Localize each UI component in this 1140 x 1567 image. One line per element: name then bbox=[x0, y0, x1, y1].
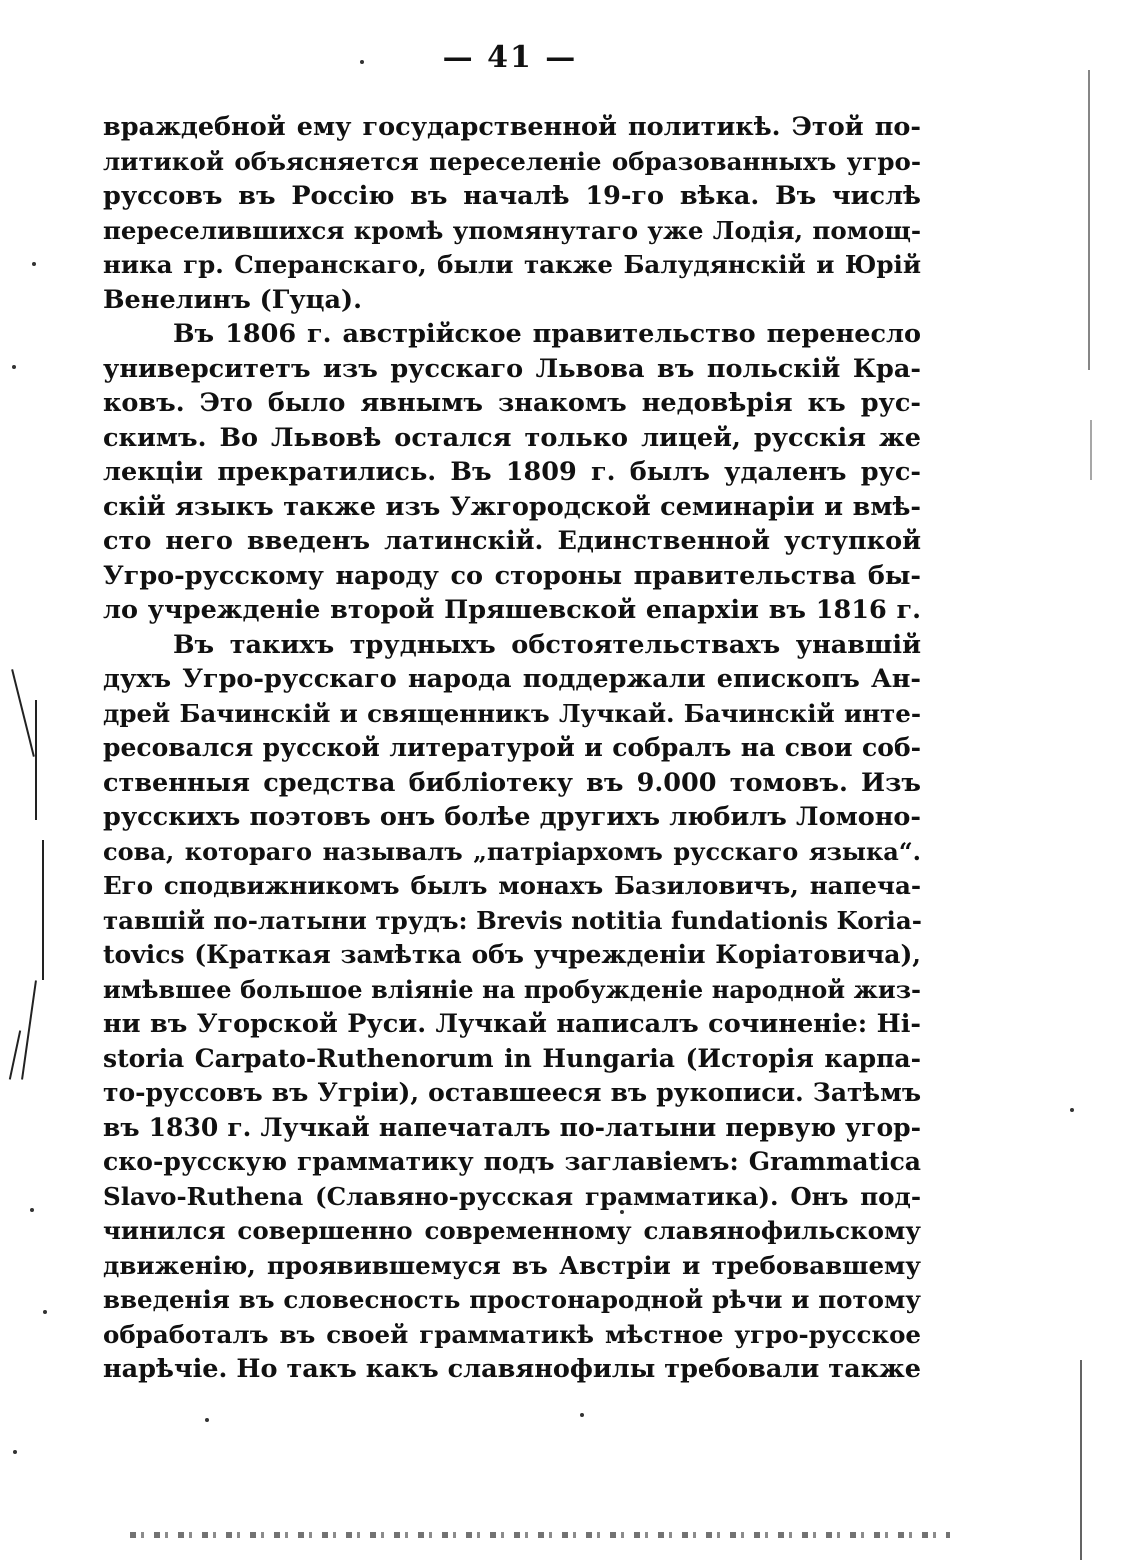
binding-mark bbox=[42, 840, 44, 980]
binding-mark bbox=[11, 669, 35, 757]
text-line: Въ такихъ трудныхъ обстоятельствахъ унавшій bbox=[173, 629, 921, 660]
text-line: сова, котораго называлъ „патріархомъ русскаго языка“. bbox=[103, 836, 921, 866]
text-line: въ 1830 г. Лучкай напечаталъ по-латыни первую угор- bbox=[103, 1112, 921, 1142]
text-line: нарѣчіе. Но такъ какъ славянофилы требовали также bbox=[103, 1354, 921, 1384]
binding-mark bbox=[9, 1030, 21, 1079]
text-line: лекціи прекратились. Въ 1809 г. былъ удаленъ рус- bbox=[103, 457, 921, 487]
text-line: ковъ. Это было явнымъ знакомъ недовѣрія къ рус- bbox=[103, 388, 921, 418]
binding-mark bbox=[35, 700, 37, 820]
text-line: ско-русскую грамматику подъ заглавіемъ: Grammatica bbox=[103, 1147, 921, 1176]
speck bbox=[32, 262, 36, 266]
speck bbox=[205, 1418, 209, 1422]
text-line: ни въ Угорской Руси. Лучкай написалъ сочиненіе: Hi- bbox=[103, 1009, 921, 1039]
speck bbox=[360, 60, 364, 64]
scan-noise bbox=[130, 1532, 950, 1538]
text-line: враждебной ему государственной политикѣ. Этой по- bbox=[103, 112, 921, 142]
speck bbox=[620, 1210, 624, 1214]
text-line: переселившихся кромѣ упомянутаго уже Лодія, помощ- bbox=[103, 215, 921, 245]
text-line: введенія въ словесность простонародной рѣчи и потому bbox=[103, 1285, 921, 1314]
text-line: Его сподвижникомъ былъ монахъ Базиловичъ, напеча- bbox=[103, 871, 921, 900]
speck bbox=[43, 1310, 47, 1314]
text-line: тавшій по-латыни трудъ: Brevis notitia fundationis Koria- bbox=[103, 905, 922, 935]
text-line: tovics (Краткая замѣтка объ учрежденіи Коріатовича), bbox=[103, 940, 921, 969]
speck bbox=[30, 1208, 34, 1212]
text-line: Въ 1806 г. австрійское правительство перенесло bbox=[173, 319, 921, 349]
speck bbox=[1070, 1108, 1074, 1112]
text-line: Венелинъ (Гуца). bbox=[103, 284, 362, 315]
text-line: ло учрежденіе второй Пряшевской епархіи въ 1816 г. bbox=[103, 595, 921, 625]
text-line: Угро-русскому народу со стороны правительства бы- bbox=[103, 560, 921, 591]
binding-mark bbox=[21, 980, 37, 1079]
text-line: литикой объясняется переселеніе образованныхъ угро- bbox=[103, 146, 921, 176]
edge-mark bbox=[1080, 1360, 1082, 1560]
text-line: ника гр. Сперанскаго, были также Балудянскій и Юрій bbox=[103, 250, 921, 279]
text-line: университетъ изъ русскаго Львова въ польскій Кра- bbox=[103, 353, 921, 384]
speck bbox=[12, 365, 16, 369]
text-line: имѣвшее большое вліяніе на пробужденіе народной жиз- bbox=[103, 974, 921, 1004]
text-line: ресовался русской литературой и собралъ на свои соб- bbox=[103, 733, 921, 762]
text-line: обработалъ въ своей грамматикѣ мѣстное угро-русское bbox=[103, 1319, 921, 1349]
text-line: скимъ. Во Львовѣ остался только лицей, русскія же bbox=[103, 422, 921, 453]
text-line: дрей Бачинскій и священникъ Лучкай. Бачинскій инте- bbox=[103, 698, 921, 728]
page-number: — 41 — bbox=[442, 40, 578, 75]
text-line: русскихъ поэтовъ онъ болѣе другихъ любилъ Ломоно- bbox=[103, 802, 921, 832]
text-line: чинился совершенно современному славянофильскому bbox=[103, 1216, 921, 1245]
text-line: то-руссовъ въ Угріи), оставшееся въ рукописи. Затѣмъ bbox=[103, 1078, 921, 1107]
speck bbox=[13, 1450, 17, 1454]
text-line: сто него введенъ латинскій. Единственной уступкой bbox=[103, 526, 921, 556]
text-line: духъ Угро-русскаго народа поддержали епископъ Ан- bbox=[103, 664, 921, 694]
text-line: storia Carpato-Ruthenorum in Hungaria (Исторія карпа- bbox=[103, 1043, 921, 1073]
text-line: руссовъ въ Россію въ началѣ 19-го вѣка. Въ числѣ bbox=[103, 181, 921, 211]
text-line: движенію, проявившемуся въ Австріи и требовавшему bbox=[103, 1250, 921, 1280]
edge-mark bbox=[1088, 70, 1090, 370]
edge-mark bbox=[1090, 420, 1092, 480]
speck bbox=[580, 1413, 584, 1417]
text-line: ственныя средства библіотеку въ 9.000 томовъ. Изъ bbox=[103, 767, 921, 798]
text-line: Slavo-Ruthena (Славяно-русская грамматика). Онъ под- bbox=[103, 1181, 921, 1211]
body-text bbox=[103, 110, 921, 1387]
text-line: скій языкъ также изъ Ужгородской семинаріи и вмѣ- bbox=[103, 491, 921, 522]
